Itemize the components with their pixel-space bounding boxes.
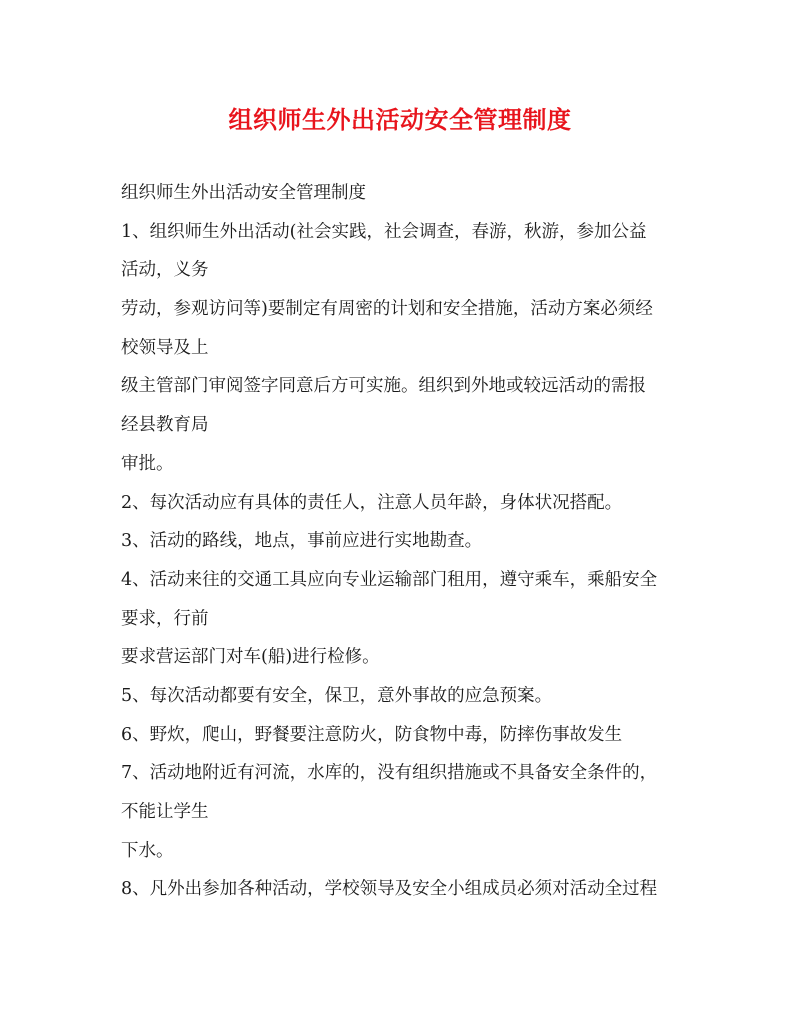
body-line: 级主管部门审阅签字同意后方可实施。组织到外地或较远活动的需报 — [121, 376, 646, 397]
body-line: 活动，义务 — [121, 260, 209, 281]
body-line: 6、野炊，爬山，野餐要注意防火，防食物中毒，防摔伤事故发生 — [121, 724, 623, 745]
body-line: 1、组织师生外出活动(社会实践，社会调查，春游，秋游，参加公益 — [121, 221, 647, 242]
body-line: 2、每次活动应有具体的责任人，注意人员年龄，身体状况搭配。 — [121, 492, 623, 513]
body-line: 5、每次活动都要有安全，保卫，意外事故的应急预案。 — [121, 685, 553, 706]
body-line: 校领导及上 — [121, 337, 209, 358]
document-body — [121, 174, 691, 909]
body-line: 4、活动来往的交通工具应向专业运输部门租用，遵守乘车，乘船安全 — [121, 569, 658, 590]
body-line: 劳动，参观访问等)要制定有周密的计划和安全措施，活动方案必须经 — [121, 299, 653, 320]
body-line: 8、凡外出参加各种活动，学校领导及安全小组成员必须对活动全过程 — [121, 879, 658, 900]
body-line: 不能让学生 — [121, 802, 209, 822]
document-title: 组织师生外出活动安全管理制度 — [228, 105, 572, 134]
body-line: 审批。 — [121, 453, 174, 474]
body-line: 要求营运部门对车(船)进行检修。 — [121, 647, 380, 668]
body-line: 下水。 — [121, 840, 174, 861]
body-line: 7、活动地附近有河流，水库的，没有组织措施或不具备安全条件的， — [121, 763, 658, 784]
body-line: 组织师生外出活动安全管理制度 — [121, 183, 366, 203]
body-line: 经县教育局 — [121, 415, 209, 436]
body-line: 3、活动的路线，地点，事前应进行实地勘查。 — [121, 531, 483, 552]
body-line: 要求，行前 — [121, 608, 209, 629]
